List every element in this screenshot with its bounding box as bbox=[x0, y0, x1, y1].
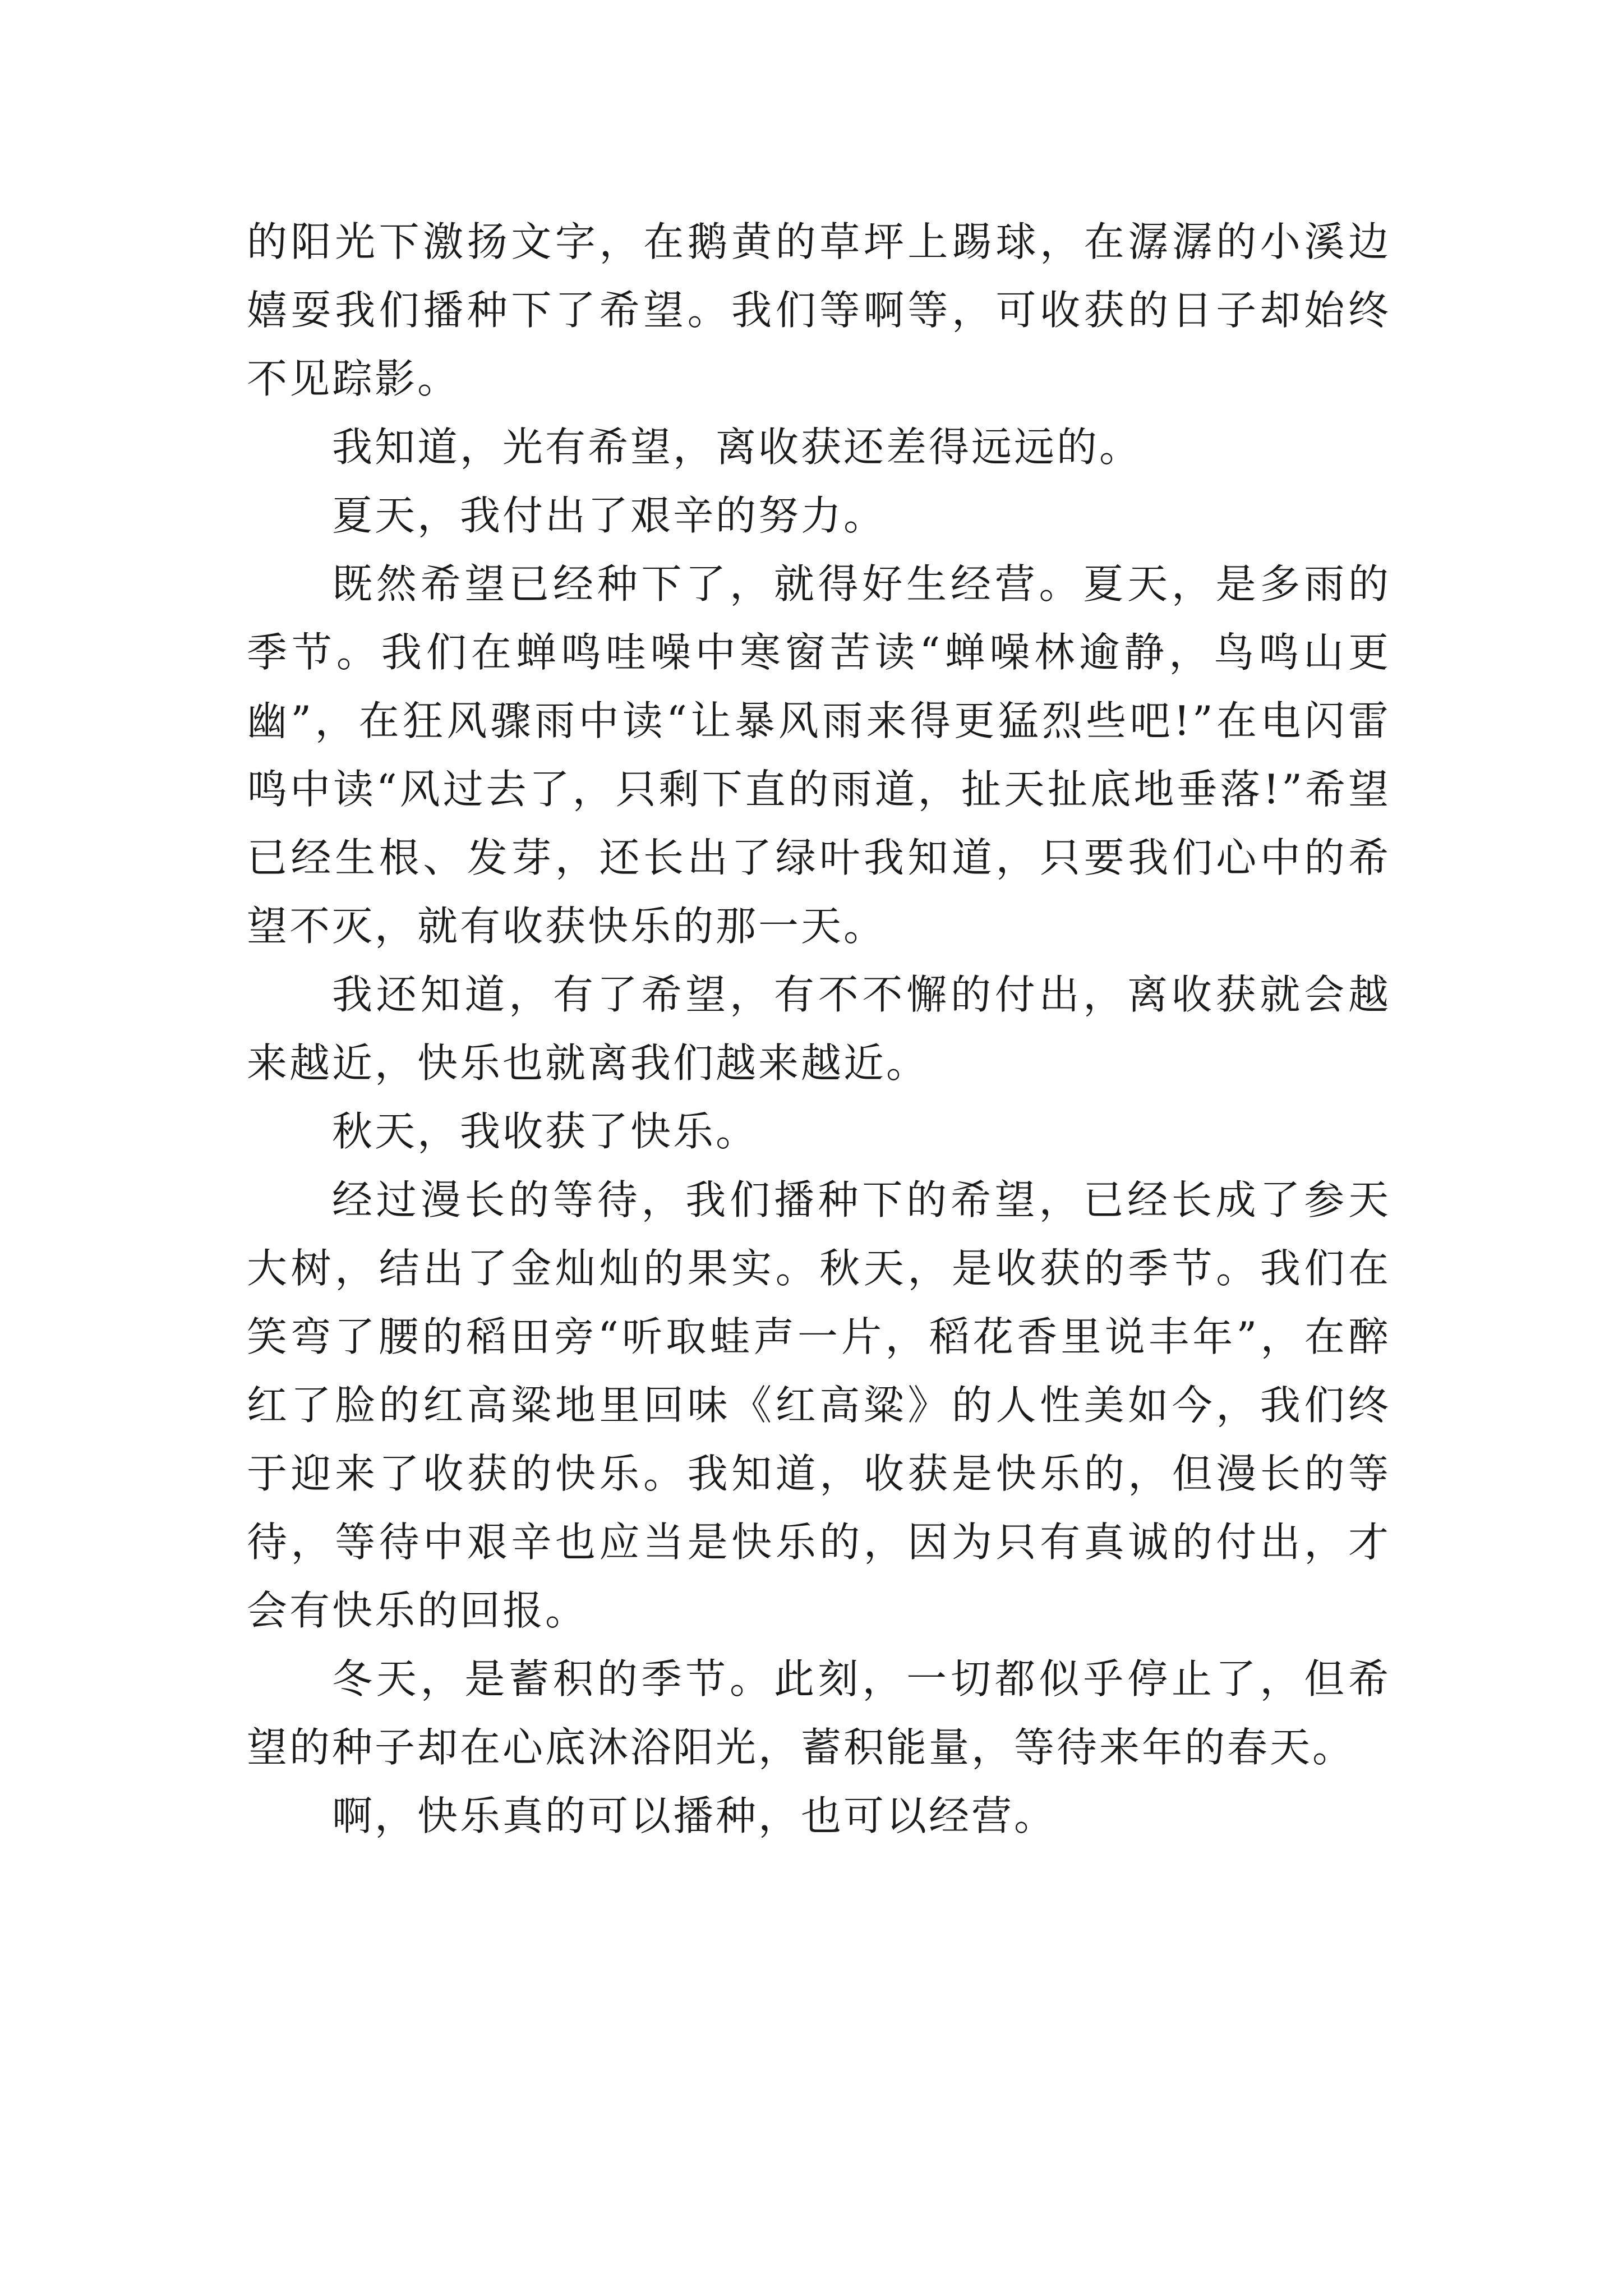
paragraph-autumn-heading: 秋天，我收获了快乐。 bbox=[332, 1108, 759, 1155]
paragraph-conclusion: 啊，快乐真的可以播种，也可以经营。 bbox=[332, 1792, 1057, 1839]
paragraph-continuation: 的阳光下激扬文字，在鹅黄的草坪上踢球，在潺潺的小溪边嬉耍我们播种下了希望。我们等啊等，可收获的日子却始终不见踪影。 bbox=[247, 218, 1391, 402]
paragraph-summer-body: 既然希望已经种下了，就得好生经营。夏天，是多雨的季节。我们在蝉鸣哇噪中寒窗苦读“蝉噪林逾静，鸟鸣山更幽”，在狂风骤雨中读“让暴风雨来得更猛烈些吧!”在电闪雷鸣中读“风过去了，只剩下直的雨道，扯天扯底地垂落!”希望已经生根、发芽，还长出了绿叶我知道，只要我们心中的希望不灭，就有收获快乐的那一天。 bbox=[247, 560, 1391, 950]
document-body bbox=[247, 208, 1391, 1850]
paragraph-hope-not-enough: 我知道，光有希望，离收获还差得远远的。 bbox=[332, 424, 1142, 471]
paragraph-effort: 我还知道，有了希望，有不不懈的付出，离收获就会越来越近，快乐也就离我们越来越近。 bbox=[247, 971, 1391, 1087]
paragraph-summer-heading: 夏天，我付出了艰辛的努力。 bbox=[332, 492, 887, 539]
paragraph-winter: 冬天，是蓄积的季节。此刻，一切都似乎停止了，但希望的种子却在心底沐浴阳光，蓄积能量，等待来年的春天。 bbox=[247, 1655, 1391, 1771]
paragraph-autumn-body: 经过漫长的等待，我们播种下的希望，已经长成了参天大树，结出了金灿灿的果实。秋天，是收获的季节。我们在笑弯了腰的稻田旁“听取蛙声一片，稻花香里说丰年”，在醉红了脸的红高粱地里回味《红高粱》的人性美如今，我们终于迎来了收获的快乐。我知道，收获是快乐的，但漫长的等待，等待中艰辛也应当是快乐的，因为只有真诚的付出，才会有快乐的回报。 bbox=[247, 1176, 1391, 1634]
